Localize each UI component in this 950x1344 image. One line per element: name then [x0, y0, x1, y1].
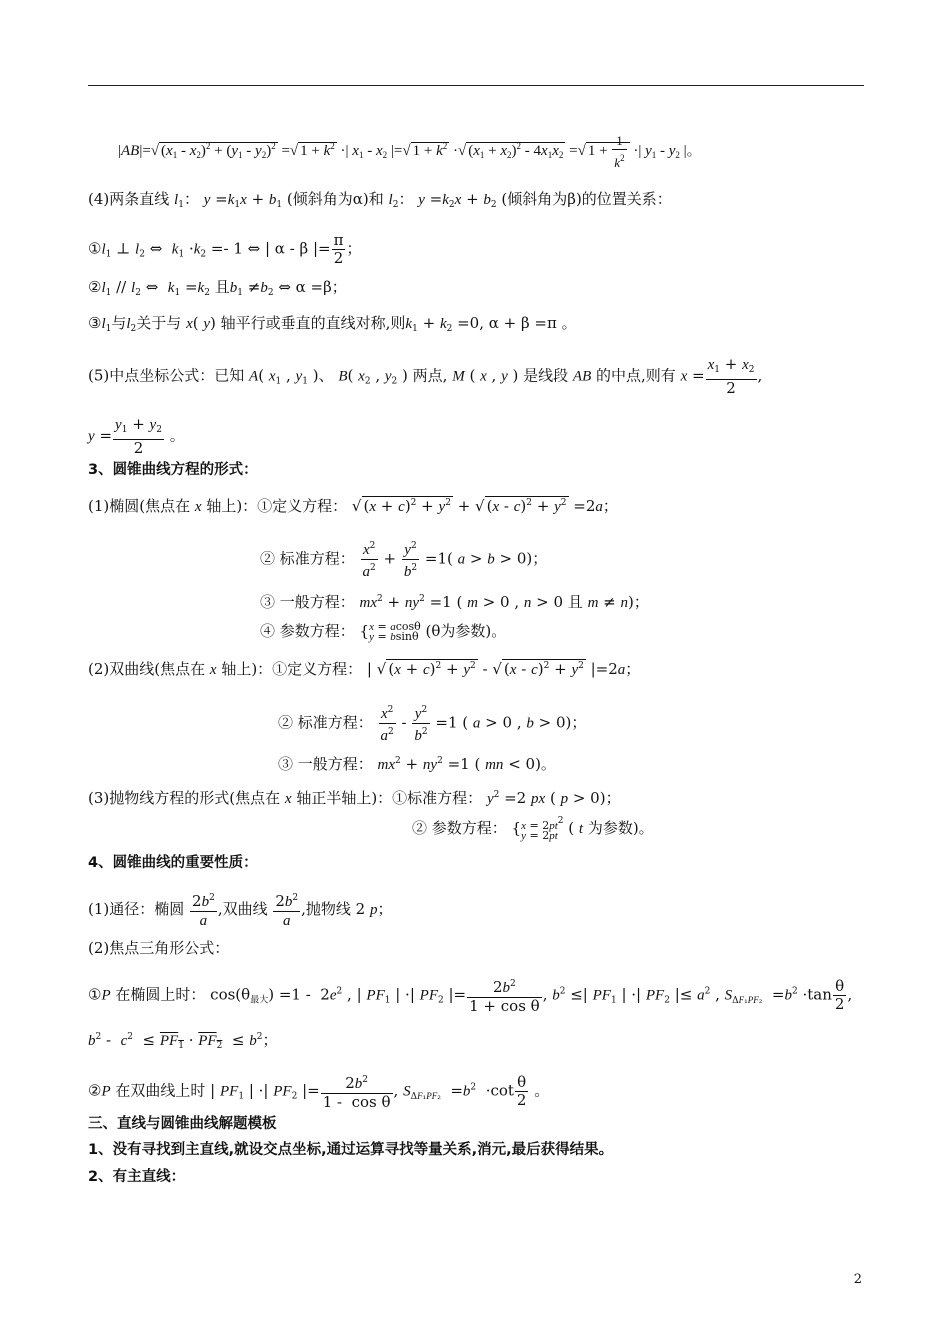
line-ellipse-standard: ② 标准方程： $\frac{x^2}{a^2}$ + $\frac{y^2}{b^2}$ =1( a > b > 0)； — [260, 538, 547, 581]
section-solving-template: 三、直线与圆锥曲线解题模板 — [88, 1116, 277, 1132]
line-ellipse-parametric: ④ 参数方程： {x = acosθ y = bsinθ (θ为参数)。 — [260, 620, 507, 643]
line-ellipse-focal-triangle: ①P 在椭圆上时： $\cos(\theta_{最大}) =1 - 2e^2$ , | $PF_1$ | ·| $PF_2$ |= $\frac{2b^2}{\text{1 + cos θ}}$ , $b^2$ ≤| $PF_1$ | ·| $PF_2$ |≤ $a^2$ , $S_{\Delta F_1PF_2} =b^2 \cdot\tan$ $\frac{\theta}{2}$ , — [88, 977, 853, 1015]
header-rule — [88, 85, 864, 86]
line-hyperbola-focal-triangle: ②P 在双曲线上时 | $PF_1$ | ·| $PF_2$ |= $\frac{2b^2}{\text{1 - cos θ}}$ , $S_{\Delta F_1PF_2} =b^2 \cdot\cot$ $\frac{\theta}{2}$ 。 — [88, 1073, 550, 1111]
line-hyperbola-definition: (2)双曲线(焦点在 x 轴上)：①定义方程： | √ $(x + c)^2 + y^2$ - √ $(x - c)^2 + y^2$ |=2a； — [88, 660, 641, 678]
line-focal-triangle-title: (2)焦点三角形公式： — [88, 939, 230, 957]
line-parabola-parametric: ② 参数方程： {$x = 2pt^2$ y = 2pt ( t 为参数)。 — [412, 816, 654, 842]
line-latus-rectum: (1)通径：椭圆 $\frac{2b^2}{a}$ ,双曲线 $\frac{2b^2}{a}$ ,抛物线 2 p； — [88, 892, 393, 929]
line-template-step-2: 2、有主直线： — [88, 1169, 186, 1185]
section-conic-properties: 4、圆锥曲线的重要性质： — [88, 855, 258, 871]
page-number: 2 — [853, 1272, 862, 1287]
chord-length-formula: |AB|=√ $(x_1 - x_2)^2 + (y_1 - y_2)^2$ =√ $1 + k^2$ ·| $x_1 - x_2$ |=√ $1 + k^2$ ·√ $(x_1 + x_2)^2 - 4x_1x_2$ =√ 1 + $\frac{1}{k^2}$ ·| $y_1 - y_2$ |。 — [118, 133, 702, 170]
line-hyperbola-standard: ② 标准方程： $\frac{x^2}{a^2}$ - $\frac{y^2}{b^2}$ =1 ( a > 0 , b > 0)； — [278, 702, 586, 745]
line-parallel: $②l_1 // l_2$ ⇔ $k_1 =k_2$ 且$b_1 \ne b_2$ ⇔ α =β； — [88, 278, 347, 298]
line-two-lines-relation: (4)两条直线 $l_1$： $y =k_1x + b_1$ (倾斜角为α)和 $l_2$： $y =k_2x + b_2$ (倾斜角为β)的位置关系： — [88, 190, 672, 210]
section-conic-equations: 3、圆锥曲线方程的形式： — [88, 462, 258, 478]
line-template-step-1: 1、没有寻找到主直线,就设交点坐标,通过运算寻找等量关系,消元,最后获得结果。 — [88, 1142, 614, 1158]
line-symmetric: $③l_1$与$l_2$关于与 x( y) 轴平行或垂直的直线对称,则$k_1 + k_2 =0$, α + β =π 。 — [88, 314, 577, 334]
line-dot-product-range: $b^2 - c^2 \le PF_1 \cdot PF_2 \le b^2$； — [88, 1031, 278, 1051]
line-perpendicular: $①l_1$ ⊥ $l_2$ ⇔ $k_1 \cdot k_2 =- 1$ ⇔ | α - β |= $\frac{\pi}{2}$ ； — [88, 231, 362, 267]
line-ellipse-definition: (1)椭圆(焦点在 x 轴上)：①定义方程： √ $(x + c)^2 + y^2$ + √ $(x - c)^2 + y^2 =2a$； — [88, 497, 618, 515]
line-hyperbola-general: ③ 一般方程： $mx^2 + ny^2 =1$ ( mn < 0)。 — [278, 755, 556, 773]
line-midpoint-formula: (5)中点坐标公式：已知 A( $x_1$ , $y_1$ )、 B( $x_2$ , $y_2$ ) 两点, M ( x , y ) 是线段 AB 的中点,则有 x = $\frac{x_1 + x_2}{2}$ , — [88, 355, 763, 397]
line-ellipse-general: ③ 一般方程： $mx^2 + ny^2 =1$ ( m > 0 , n > 0 且 m ≠ n)； — [260, 593, 649, 611]
line-midpoint-y: y = $\frac{y_1 + y_2}{2}$ 。 — [88, 415, 185, 457]
line-parabola-standard: (3)抛物线方程的形式(焦点在 x 轴正半轴上)：①标准方程： $y^2 =2$ px ( p > 0)； — [88, 789, 621, 807]
